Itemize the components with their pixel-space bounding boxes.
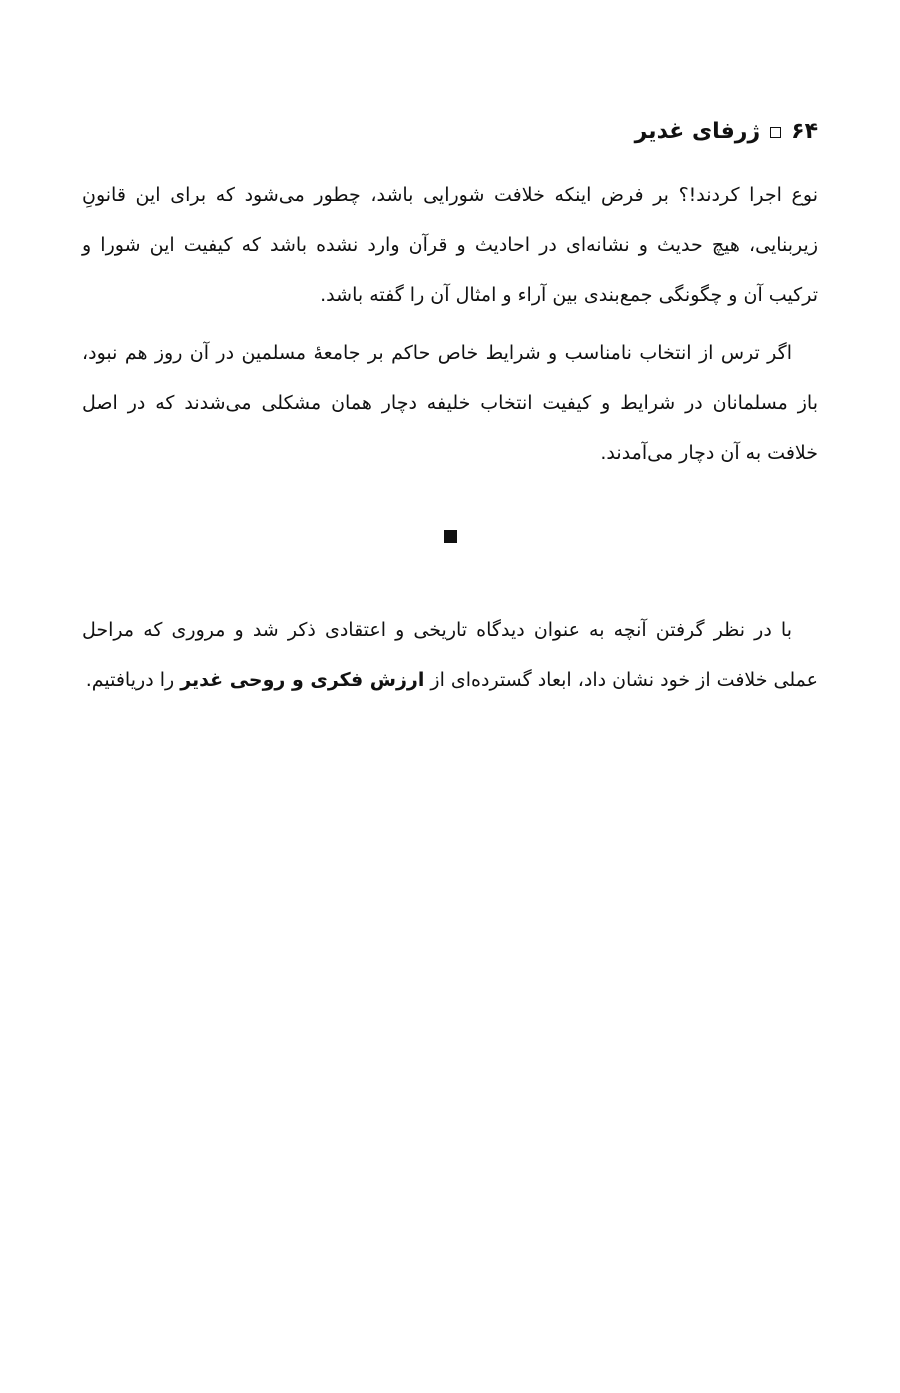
paragraph-1-text: نوع اجرا کردند!؟ بر فرض اینکه خلافت شورایی باشد، چطور می‌شود که برای این قانونِ زیربنایی، هیچ حدیث و نشانه‌ای در احادیث و قرآن وارد نشده باشد که کیفیت این شورا و ترکیب آن و چگونگی جمع‌بندی بین آراء و امثال آن را گفته باشد. — [82, 184, 818, 306]
header-square-icon — [770, 127, 781, 138]
paragraph-3-text-after: را دریافتیم. — [85, 669, 181, 691]
paragraph-3-text-before: با در نظر گرفتن آنچه به عنوان دیدگاه تاریخی و اعتقادی ذکر شد و مروری که مراحل عملی خلافت از خود نشان داد، ابعاد گسترده‌ای از — [82, 619, 818, 691]
paragraph-2 — [82, 328, 818, 478]
book-title: ژرفای غدیر — [634, 119, 761, 144]
paragraph-3 — [82, 605, 818, 705]
page-number: ۶۴ — [791, 119, 818, 144]
running-header — [635, 112, 818, 152]
paragraph-1 — [82, 170, 818, 320]
section-separator-square-icon — [444, 530, 457, 543]
paragraph-2-text: اگر ترس از انتخاب نامناسب و شرایط خاص حاکم بر جامعهٔ مسلمین در آن روز هم نبود، باز مسلمانان در شرایط و کیفیت انتخاب خلیفه دچار همان مشکلی می‌شدند که در اصل خلافت به آن دچار می‌آمدند. — [82, 342, 818, 464]
paragraph-3-bold-phrase: ارزش فکری و روحی غدیر — [180, 669, 425, 691]
